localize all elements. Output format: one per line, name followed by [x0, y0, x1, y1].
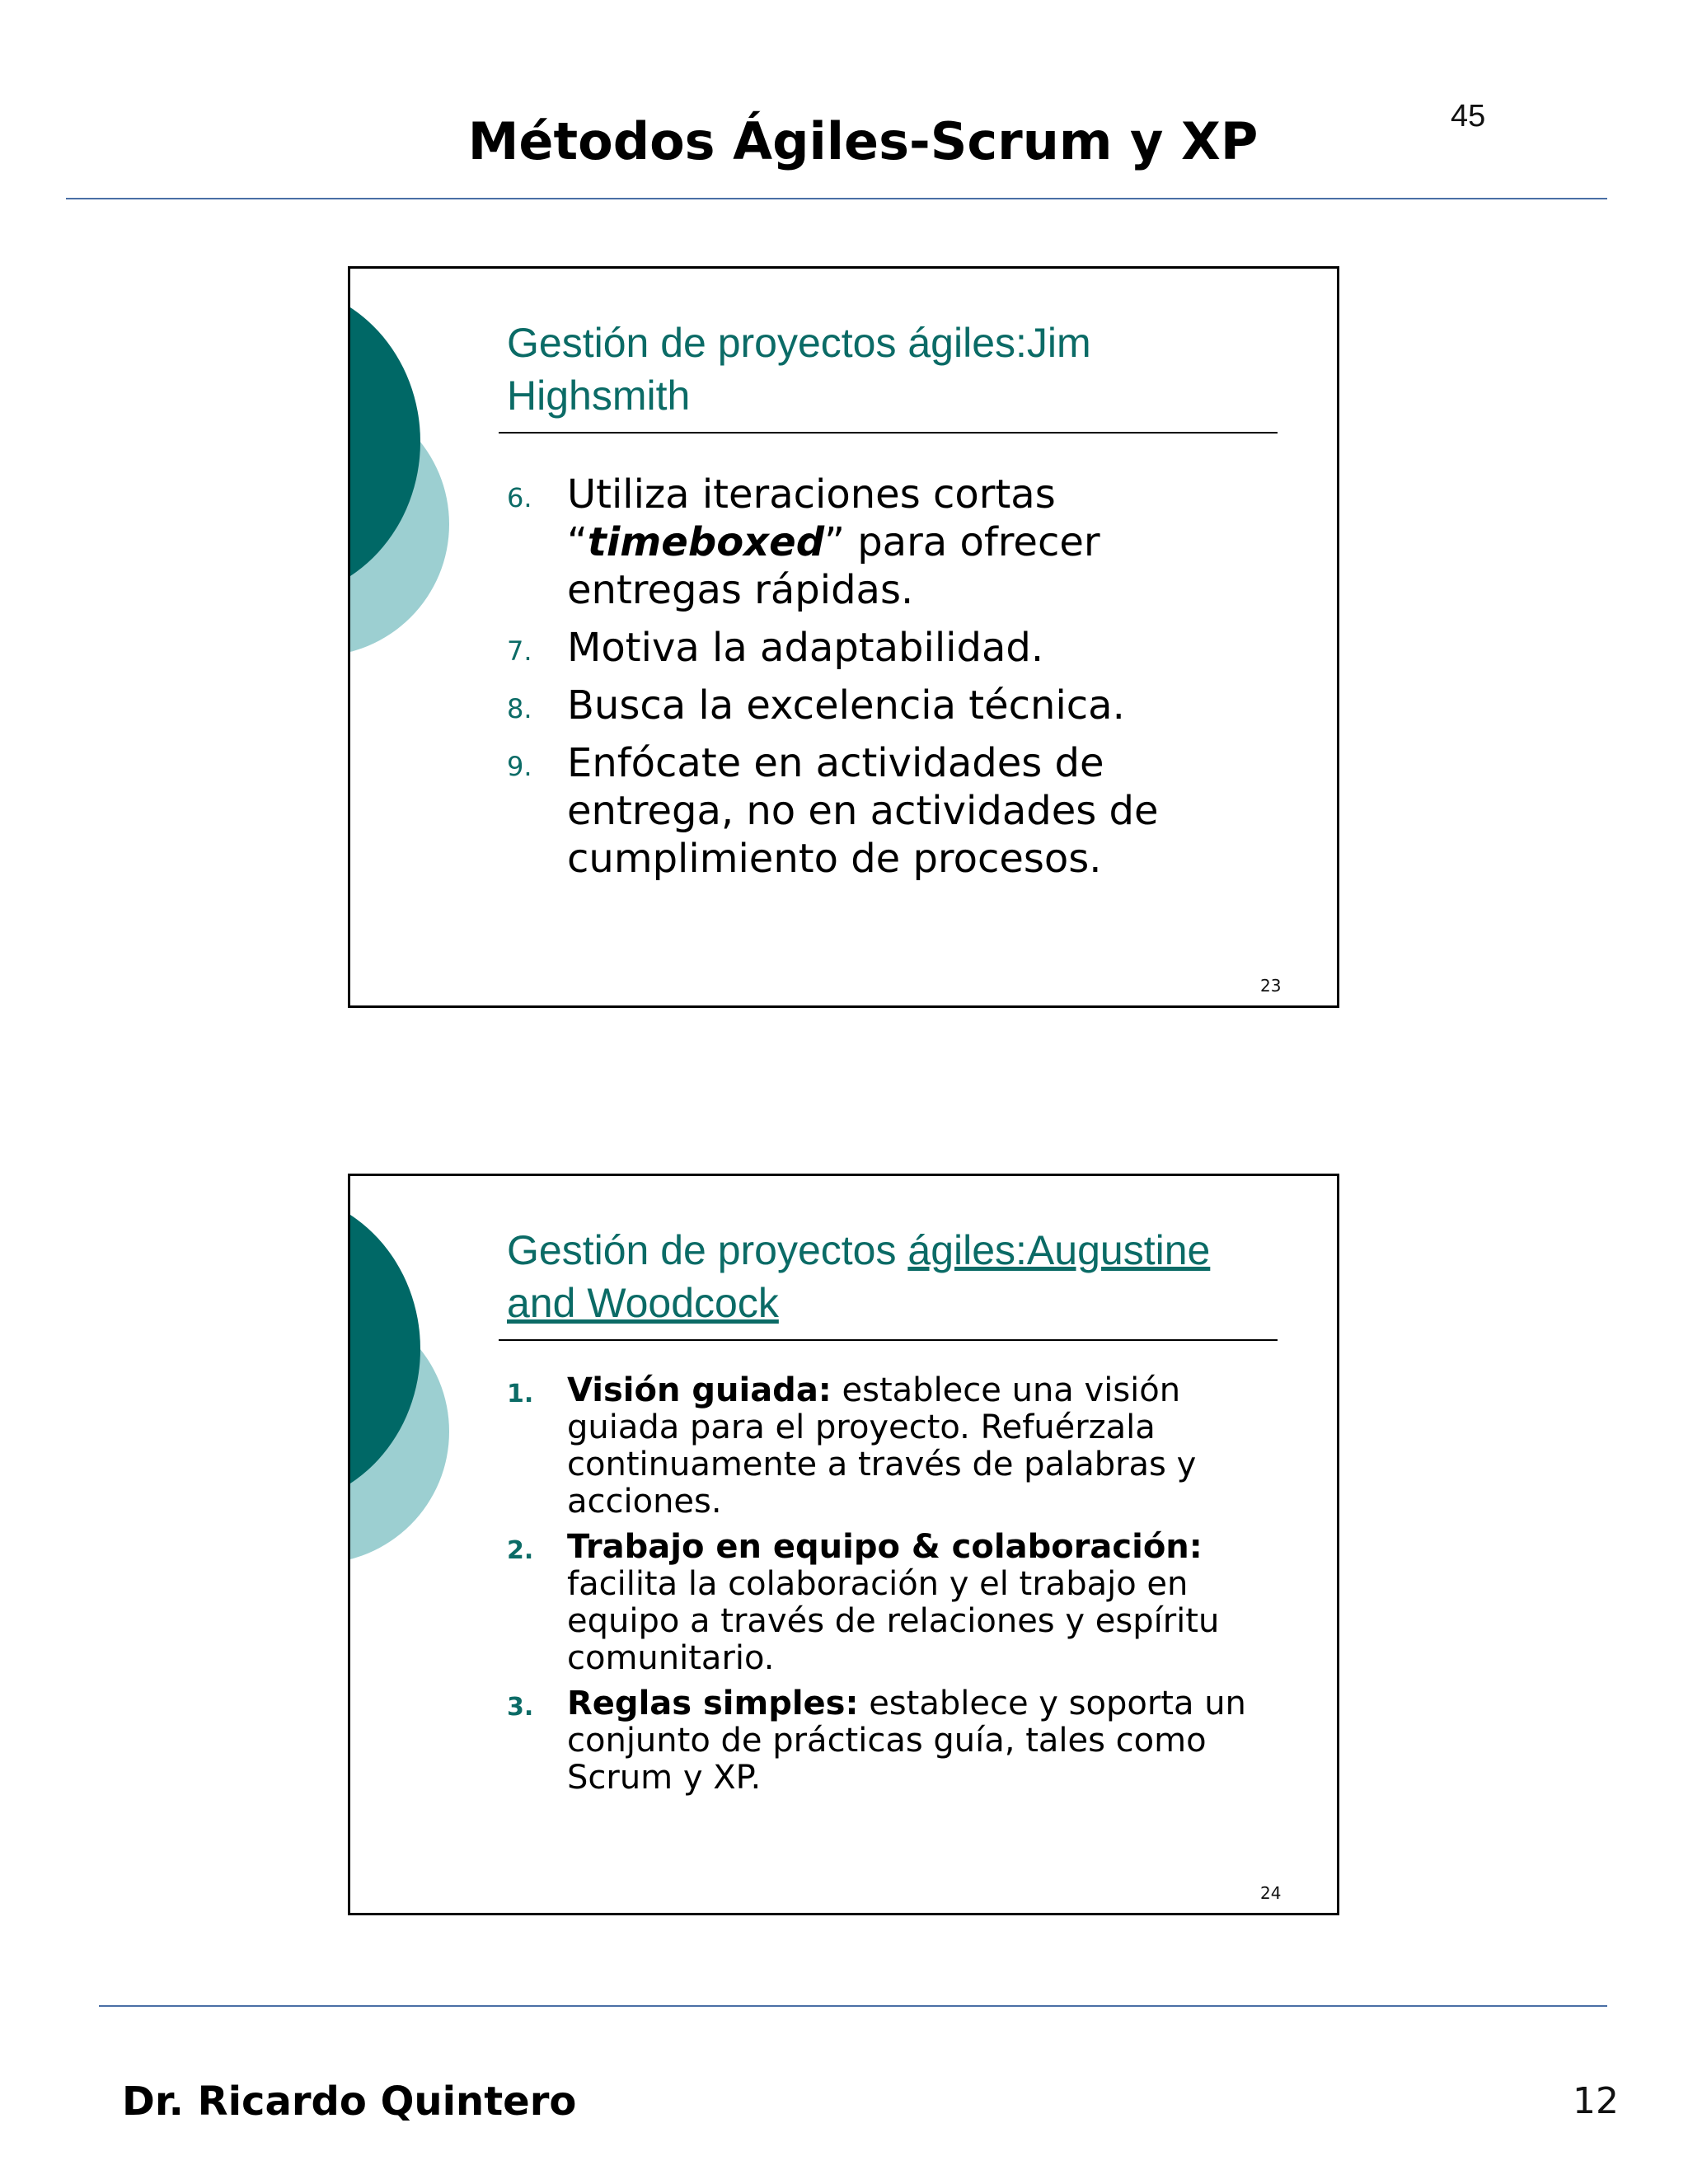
list-lead: Visión guiada: — [567, 1371, 832, 1409]
slide-title-link[interactable]: ágiles:Augustine and Woodcock — [507, 1227, 1211, 1326]
list-text: ” para ofrecer entregas rápidas. — [567, 519, 1100, 613]
list-lead: Trabajo en equipo & colaboración: — [567, 1528, 1203, 1566]
footer-page-number: 12 — [1573, 2080, 1619, 2122]
slide-title-text: Gestión de proyectos — [507, 1227, 908, 1273]
document-title: Métodos Ágiles-Scrum y XP — [467, 111, 1259, 171]
list-number: 8. — [507, 693, 532, 724]
list-item — [507, 682, 1265, 729]
list-text: establece y soporta un conjunto de prácticas guía, tales como Scrum y XP. — [567, 1685, 1246, 1797]
list-number: 7. — [507, 635, 532, 667]
list-number: 9. — [507, 751, 532, 782]
list-item — [507, 471, 1265, 614]
slide-list — [507, 1372, 1265, 1805]
list-text: Motiva la adaptabilidad. — [567, 625, 1044, 671]
list-item — [507, 624, 1265, 672]
slide-number: 24 — [1260, 1883, 1282, 1903]
list-number: 3. — [507, 1693, 534, 1722]
header-page-number: 45 — [1451, 99, 1486, 134]
footer-divider — [99, 2005, 1607, 2007]
list-item — [507, 1529, 1265, 1677]
list-item — [507, 1685, 1265, 1797]
slide-title: Gestión de proyectos ágiles:Jim Highsmith — [507, 320, 1091, 419]
slide-list — [507, 471, 1265, 893]
list-text: Busca la excelencia técnica. — [567, 682, 1125, 729]
slide-24 — [348, 1174, 1339, 1915]
list-item — [507, 739, 1265, 883]
list-emphasis: timeboxed — [587, 519, 825, 565]
list-number: 1. — [507, 1380, 534, 1408]
slide-title — [507, 1224, 1265, 1329]
list-text: facilita la colaboración y el trabajo en equipo a través de relaciones y espíritu comunitario. — [567, 1565, 1220, 1677]
header-divider — [66, 198, 1607, 199]
list-text: Enfócate en actividades de entrega, no en actividades de cumplimiento de procesos. — [567, 740, 1159, 882]
slide-title-divider — [499, 432, 1278, 434]
footer-author: Dr. Ricardo Quintero — [122, 2079, 577, 2125]
list-lead: Reglas simples: — [567, 1685, 859, 1722]
slide-number: 23 — [1260, 976, 1282, 996]
list-number: 2. — [507, 1536, 534, 1565]
slide-title-divider — [499, 1339, 1278, 1341]
list-text: Utiliza iteraciones cortas “ — [567, 471, 1056, 565]
slide-23 — [348, 266, 1339, 1008]
list-item — [507, 1372, 1265, 1521]
list-number: 6. — [507, 482, 532, 513]
list-text: establece una visión guiada para el proyecto. Refuérzala continuamente a través de palabras y acciones. — [567, 1371, 1197, 1521]
